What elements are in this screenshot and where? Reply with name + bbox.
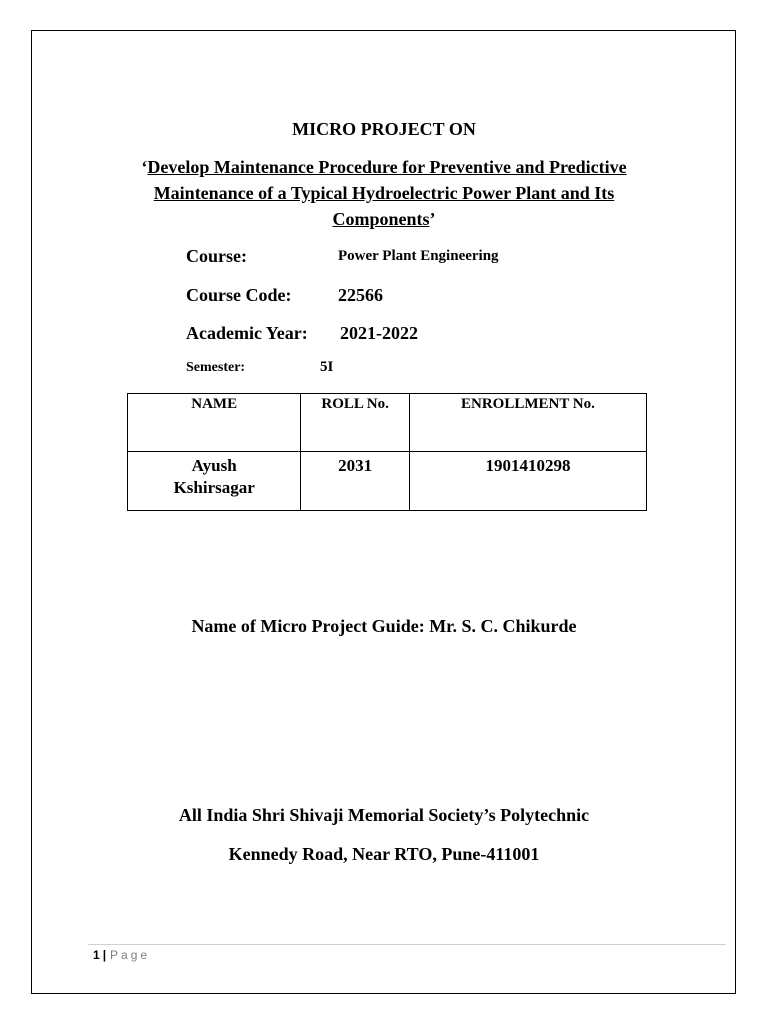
cell-enrollment: 1901410298 [409,452,646,511]
academic-year-label: Academic Year: [186,323,308,343]
course-label: Course: [186,246,247,266]
page-footer [93,948,150,962]
name-line-2: Kshirsagar [173,478,255,497]
header-roll: ROLL No. [301,394,410,452]
document-heading: MICRO PROJECT ON [292,119,476,139]
semester-value: 5I [320,359,334,375]
title-open-quote: ‘ [141,157,148,177]
page-word: Page [110,948,151,962]
name-line-1: Ayush [191,456,237,475]
title-text: Develop Maintenance Procedure for Preventive and Predictive Maintenance of a Typical Hydroelectric Power Plant and Its Components [147,157,627,229]
course-value: Power Plant Engineering [338,248,499,264]
project-title [100,154,668,232]
course-code-label: Course Code: [186,285,292,305]
academic-year-value: 2021-2022 [340,323,418,343]
cell-name [128,452,301,511]
course-code-value: 22566 [338,285,383,305]
table-header-row [128,394,647,452]
header-enrollment: ENROLLMENT No. [409,394,646,452]
semester-label: Semester: [186,360,246,375]
table-row [128,452,647,511]
student-table [127,393,647,511]
page-number: 1 [93,948,100,962]
footer-divider [88,944,726,945]
cell-roll: 2031 [301,452,410,511]
footer-separator: | [102,948,107,962]
institution-name: All India Shri Shivaji Memorial Society’s Polytechnic [178,805,590,825]
title-close-quote: ’ [429,209,436,229]
institution-address: Kennedy Road, Near RTO, Pune-411001 [228,844,540,864]
header-name: NAME [128,394,301,452]
project-guide: Name of Micro Project Guide: Mr. S. C. Chikurde [191,616,577,636]
